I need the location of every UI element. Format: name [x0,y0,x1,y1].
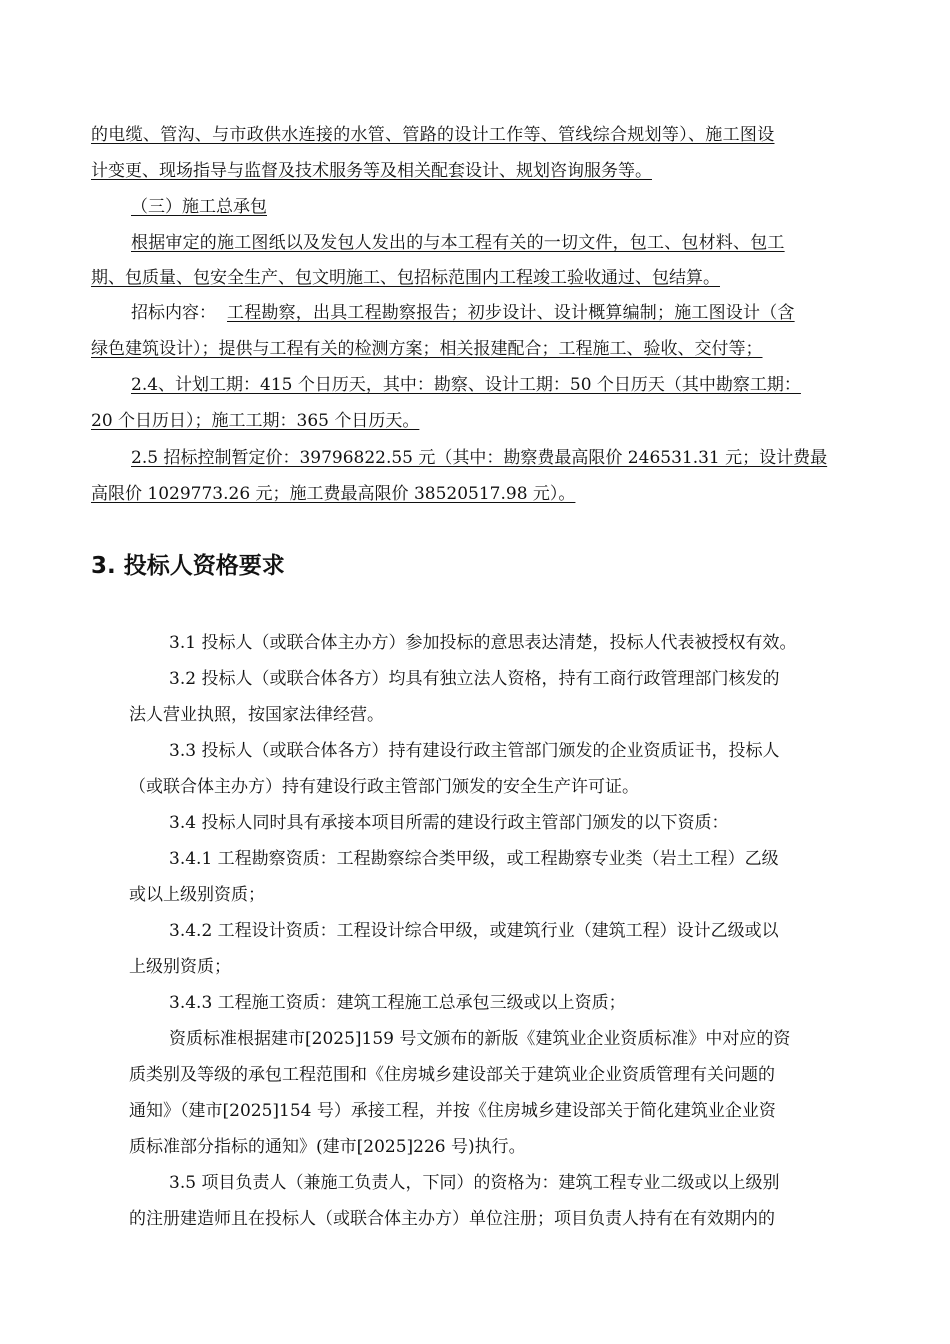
text-span: 3.2 投标人（或联合体各方）均具有独立法人资格，持有工商行政管理部门核发的 [169,669,780,689]
text-span: 的注册建造师且在投标人（或联合体主办方）单位注册；项目负责人持有在有效期内的 [129,1209,775,1229]
req-line-3-1 [0,632,950,654]
req-line-3-2b [0,704,950,726]
text-span: 3.3 投标人（或联合体各方）持有建设行政主管部门颁发的企业资质证书，投标人 [169,741,780,761]
req-line-3-4-1a [0,848,950,870]
text-span: 高限价 1029773.26 元；施工费最高限价 38520517.98 元）。 [91,484,576,504]
req-line-3-5a [0,1172,950,1194]
bid-content-text: 工程勘察，出具工程勘察报告；初步设计、设计概算编制；施工图设计（含 [227,303,795,323]
text-span: （或联合体主办方）持有建设行政主管部门颁发的安全生产许可证。 [129,777,639,797]
req-line-3-3a [0,740,950,762]
text-span: 期、包质量、包安全生产、包文明施工、包招标范围内工程竣工验收通过、包结算。 [91,268,720,288]
price-line-1 [0,447,950,469]
text-span: 3.4.3 工程施工资质：建筑工程施工总承包三级或以上资质； [169,993,626,1013]
section-heading: 3. 投标人资格要求 [91,553,285,579]
req-line-3-4-3 [0,992,950,1014]
bid-content-line-2 [0,338,950,360]
req-line-3-4-2b [0,956,950,978]
req-line-3-5b [0,1208,950,1230]
text-span: 质类别及等级的承包工程范围和《住房城乡建设部关于建筑业企业资质管理有关问题的 [129,1065,775,1085]
text-span: 2.5 招标控制暂定价：39796822.55 元（其中：勘察费最高限价 246531.31 元；设计费最 [131,448,828,468]
schedule-line-1 [0,374,950,396]
text-span: （三）施工总承包 [131,197,267,217]
text-span: 3.1 投标人（或联合体主办方）参加投标的意思表达清楚，投标人代表被授权有效。 [169,633,797,653]
text-span: 3.4.2 工程设计资质：工程设计综合甲级，或建筑行业（建筑工程）设计乙级或以 [169,921,779,941]
scope-line-4 [0,267,950,289]
schedule-line-2 [0,410,950,432]
text-span: 3.5 项目负责人（兼施工负责人，下同）的资格为：建筑工程专业二级或以上级别 [169,1173,780,1193]
req-line-3-4 [0,812,950,834]
req-line-3-4-2a [0,920,950,942]
text-span: 法人营业执照，按国家法律经营。 [129,705,384,725]
req-line-standard-d [0,1136,950,1158]
text-span: 3.4 投标人同时具有承接本项目所需的建设行政主管部门颁发的以下资质： [169,813,729,833]
scope-line-3 [0,232,950,254]
text-span: 或以上级别资质； [129,885,265,905]
text-span: 2.4、计划工期：415 个日历天，其中：勘察、设计工期：50 个日历天（其中勘察工期： [131,375,801,395]
bid-content-label: 招标内容： [131,303,216,323]
req-line-standard-b [0,1064,950,1086]
scope-line-2 [0,160,950,182]
text-span: 上级别资质； [129,957,231,977]
scope-line-1 [0,124,950,146]
subheading-construction [0,196,950,218]
text-span: 的电缆、管沟、与市政供水连接的水管、管路的设计工作等、管线综合规划等）、施工图设 [91,125,775,145]
text-span: 绿色建筑设计）；提供与工程有关的检测方案；相关报建配合；工程施工、验收、交付等； [91,339,763,359]
text-span: 根据审定的施工图纸以及发包人发出的与本工程有关的一切文件，包工、包材料、包工 [131,233,785,253]
text-span: 20 个日历日）；施工工期：365 个日历天。 [91,411,420,431]
bid-content-line-1 [0,302,950,324]
price-line-2 [0,483,950,505]
text-span: 资质标准根据建市[2025]159 号文颁布的新版《建筑业企业资质标准》中对应的资 [169,1029,791,1049]
text-span: 质标准部分指标的通知》(建市[2025]226 号)执行。 [129,1137,526,1157]
req-line-3-4-1b [0,884,950,906]
req-line-standard-c [0,1100,950,1122]
text-span: 3.4.1 工程勘察资质：工程勘察综合类甲级，或工程勘察专业类（岩土工程）乙级 [169,849,779,869]
req-line-3-3b [0,776,950,798]
text-span: 计变更、现场指导与监督及技术服务等及相关配套设计、规划咨询服务等。 [91,161,652,181]
text-span: 通知》（建市[2025]154 号）承接工程，并按《住房城乡建设部关于简化建筑业企业资 [129,1101,776,1121]
req-line-3-2a [0,668,950,690]
req-line-standard-a [0,1028,950,1050]
